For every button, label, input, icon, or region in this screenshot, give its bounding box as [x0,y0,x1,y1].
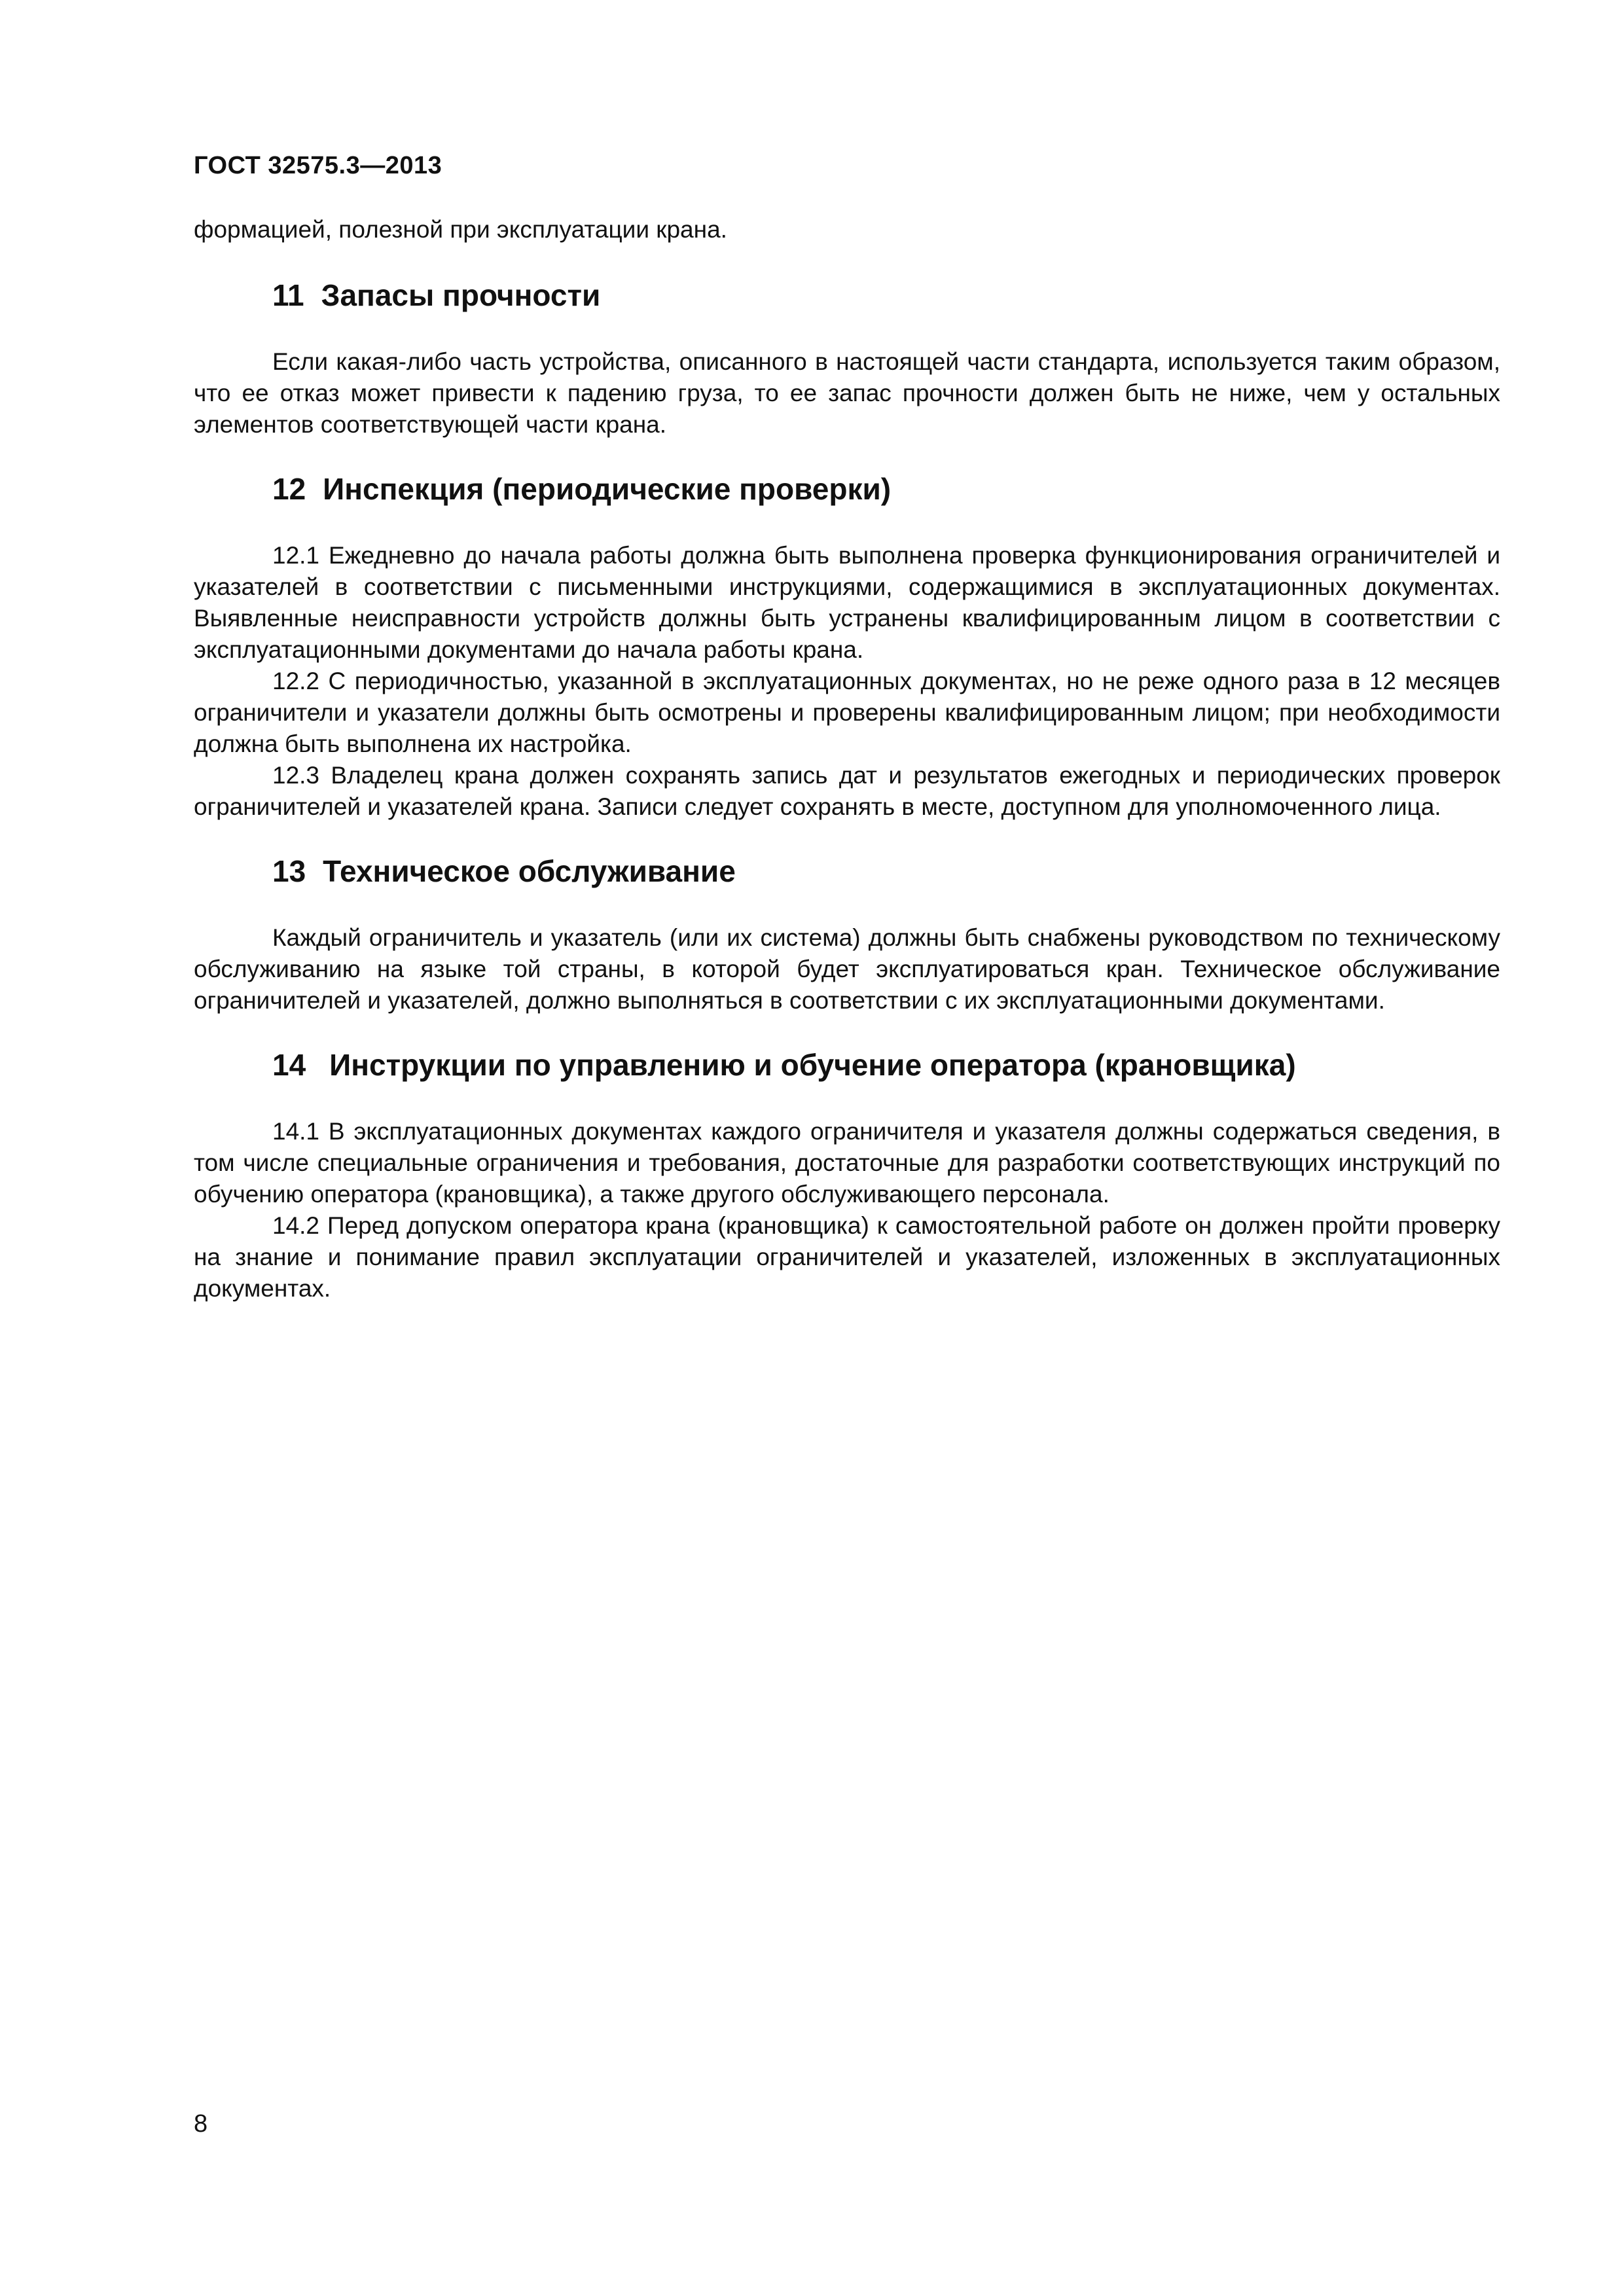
document-content [194,214,1500,1304]
section-title: Запасы прочности [321,278,601,312]
intro-continuation: формацией, полезной при эксплуатации крана. [194,216,727,243]
section-number: 12 [272,472,306,506]
page-number: 8 [194,2110,208,2138]
clause-12-1: 12.1 Ежедневно до начала работы должна быть выполнена проверка функционирования ограничителей и указателей в соответствии с письменными инструкциями, содержащимися в эксплуатационных документах. Выявленные неисправности устройств должны быть устранены квалифицированным лицом в соответствии с эксплуатационными документами до начала работы крана. [194,542,1500,663]
section-number: 13 [272,854,306,888]
section-number: 14 [272,1048,306,1082]
section-heading-13 [194,853,1500,889]
section-heading-11 [194,277,1500,314]
section-title: Инструкции по управлению и обучение оператора (крановщика) [329,1048,1296,1082]
clause-12-3: 12.3 Владелец крана должен сохранять запись дат и результатов ежегодных и периодических проверок ограничителей и указателей крана. Записи следует сохранять в месте, доступном для уполномоченного лица. [194,762,1500,820]
clause-14-2: 14.2 Перед допуском оператора крана (крановщика) к самостоятельной работе он должен пройти проверку на знание и понимание правил эксплуатации ограничителей и указателей, изложенных в эксплуатационных документах. [194,1212,1500,1302]
section-title: Инспекция (периодические проверки) [323,472,892,506]
section-13-paragraph-1: Каждый ограничитель и указатель (или их система) должны быть снабжены руководством по техническому обслуживанию на языке той страны, в которой будет эксплуатироваться кран. Техническое обслуживание ограничителей и указателей, должно выполняться в соответствии с их эксплуатационными документами. [194,924,1500,1014]
clause-12-2: 12.2 С периодичностью, указанной в эксплуатационных документах, но не реже одного раза в 12 месяцев ограничители и указатели должны быть осмотрены и проверены квалифицированным лицом; при необходимости должна быть выполнена их настройка. [194,668,1500,757]
section-number: 11 [272,278,304,312]
document-page [194,0,1500,2296]
section-heading-12 [194,471,1500,507]
section-11-paragraph-1: Если какая-либо часть устройства, описанного в настоящей части стандарта, используется таким образом, что ее отказ может привести к падению груза, то ее запас прочности должен быть не ниже, чем у остальных элементов соответствующей части крана. [194,348,1500,438]
section-title: Техническое обслуживание [323,854,736,888]
document-header: ГОСТ 32575.3—2013 [194,152,442,179]
section-heading-14 [194,1047,1500,1083]
clause-14-1: 14.1 В эксплуатационных документах каждого ограничителя и указателя должны содержаться сведения, в том числе специальные ограничения и требования, достаточные для разработки соответствующих инструкций по обучению оператора (крановщика), а также другого обслуживающего персонала. [194,1118,1500,1208]
